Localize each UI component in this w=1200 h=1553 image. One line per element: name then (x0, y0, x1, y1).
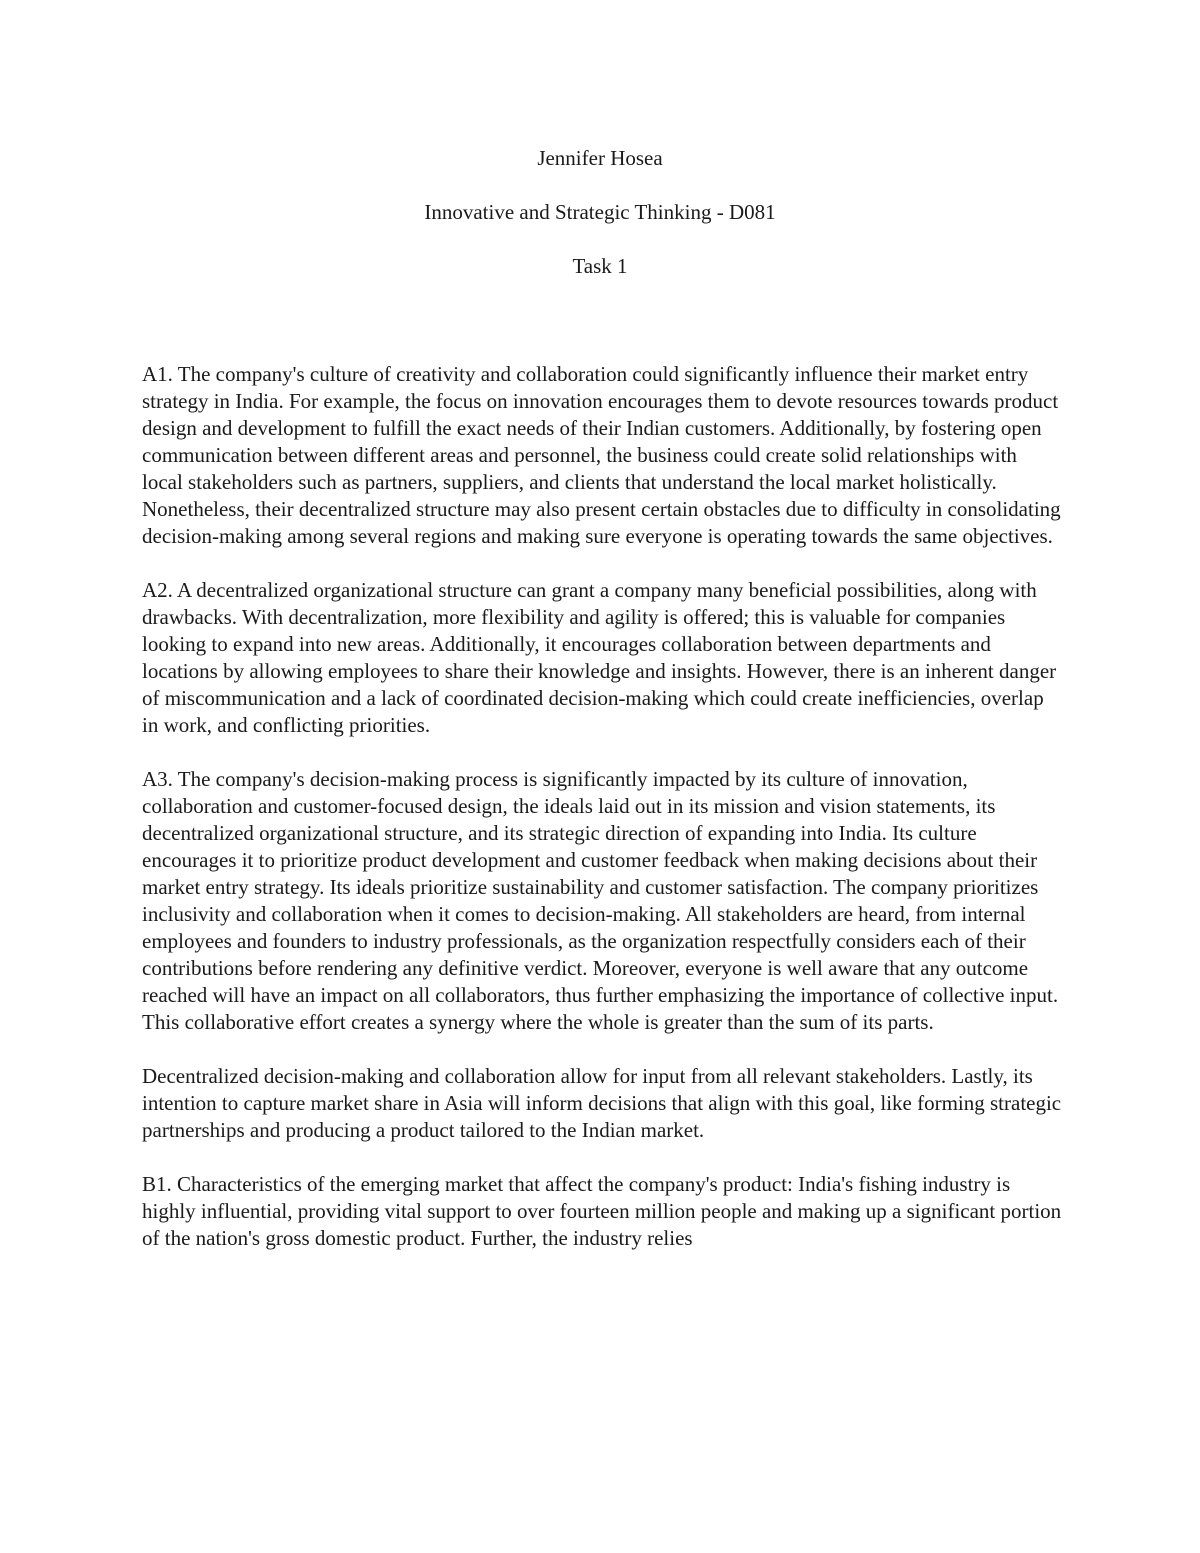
paragraph-a2: A2. A decentralized organizational structure can grant a company many beneficial possibilities, along with drawbacks. With decentralization, more flexibility and agility is offered; this is valuable for companies looking to expand into new areas. Additionally, it encourages collaboration between departments and locations by allowing employees to share their knowledge and insights. However, there is an inherent danger of miscommunication and a lack of coordinated decision-making which could create inefficiencies, overlap in work, and conflicting priorities. (142, 578, 1057, 737)
paragraph-decentralized: Decentralized decision-making and collaboration allow for input from all relevant stakeholders. Lastly, its intention to capture market share in Asia will inform decisions that align with this goal, like forming strategic partnerships and producing a product tailored to the Indian market. (142, 1064, 1062, 1142)
task-title: Task 1 (572, 254, 628, 278)
paragraph-b1: B1. Characteristics of the emerging market that affect the company's product: India's fishing industry is highly influential, providing vital support to over fourteen million people and making up a significant portion of the nation's gross domestic product. Further, the industry relies (142, 1172, 1062, 1250)
paragraph-a3: A3. The company's decision-making process is significantly impacted by its culture of innovation, collaboration and customer-focused design, the ideals laid out in its mission and vision statements, its decentralized organizational structure, and its strategic direction of expanding into India. Its culture encourages it to prioritize product development and customer feedback when making decisions about their market entry strategy. Its ideals prioritize sustainability and customer satisfaction. The company prioritizes inclusivity and collaboration when it comes to decision-making. All stakeholders are heard, from internal employees and founders to industry professionals, as the organization respectfully considers each of their contributions before rendering any definitive verdict. Moreover, everyone is well aware that any outcome reached will have an impact on all collaborators, thus further emphasizing the importance of collective input. This collaborative effort creates a synergy where the whole is greater than the sum of its parts. (142, 767, 1059, 1034)
paragraph-a1: A1. The company's culture of creativity and collaboration could significantly influence their market entry strategy in India. For example, the focus on innovation encourages them to devote resources towards product design and development to fulfill the exact needs of their Indian customers. Additionally, by fostering open communication between different areas and personnel, the business could create solid relationships with local stakeholders such as partners, suppliers, and clients that understand the local market holistically. Nonetheless, their decentralized structure may also present certain obstacles due to difficulty in consolidating decision-making among several regions and making sure everyone is operating towards the same objectives. (142, 362, 1061, 548)
course-title: Innovative and Strategic Thinking - D081 (424, 200, 776, 224)
document-body (142, 361, 1062, 1279)
author-name: Jennifer Hosea (537, 146, 663, 170)
